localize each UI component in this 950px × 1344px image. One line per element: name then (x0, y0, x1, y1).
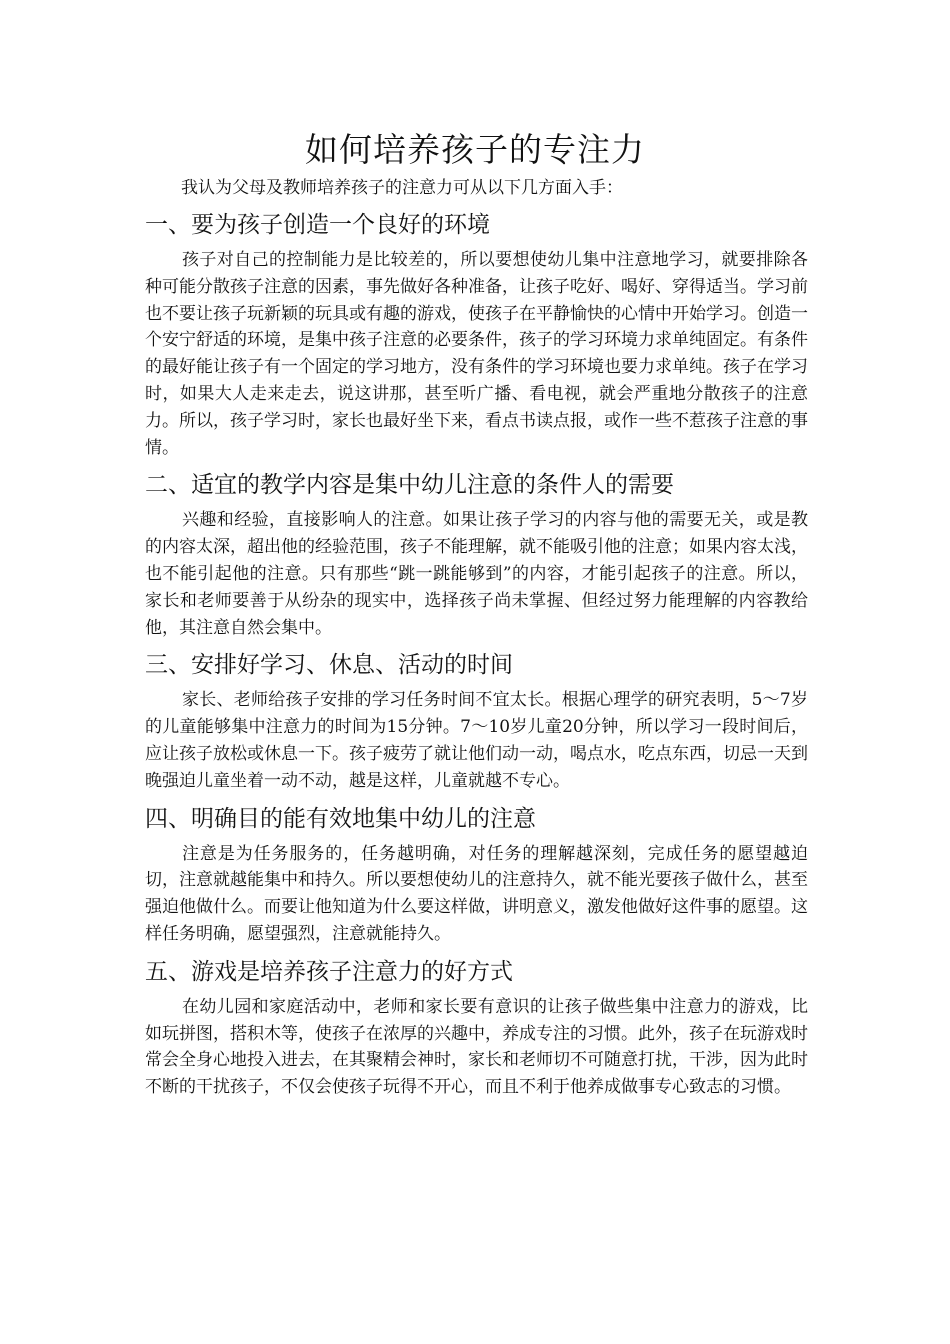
section-heading: 二、适宜的教学内容是集中幼儿注意的条件人的需要 (145, 472, 674, 499)
section-body: 孩子对自己的控制能力是比较差的，所以要想使幼儿集中注意地学习，就要排除各种可能分散孩子注意的因素，事先做好各种准备，让孩子吃好、喝好、穿得适当。学习前也不要让孩子玩新颖的玩具或有趣的游戏，使孩子在平静愉快的心情中开始学习。创造一个安宁舒适的环境，是集中孩子注意的必要条件，孩子的学习环境力求单纯固定。有条件的最好能让孩子有一个固定的学习地方，没有条件的学习环境也要力求单纯。孩子在学习时，如果大人走来走去，说这讲那，甚至听广播、看电视，就会严重地分散孩子的注意力。所以，孩子学习时，家长也最好坐下来，看点书读点报，或作一些不惹孩子注意的事情。 (145, 250, 808, 458)
section-body: 注意是为任务服务的，任务越明确，对任务的理解越深刻，完成任务的愿望越迫切，注意就越能集中和持久。所以要想使幼儿的注意持久，就不能光要孩子做什么，甚至强迫他做什么。而要让他知道为什么要这样做，讲明意义，激发他做好这件事的愿望。这样任务明确，愿望强烈，注意就能持久。 (145, 843, 808, 944)
section-heading: 一、要为孩子创造一个良好的环境 (145, 212, 490, 238)
document-content (145, 175, 808, 1101)
section-clear-goals (145, 799, 808, 948)
intro-paragraph: 我认为父母及教师培养孩子的注意力可从以下几方面入手： (181, 178, 623, 198)
section-games (145, 952, 808, 1101)
section-body: 家长、老师给孩子安排的学习任务时间不宜太长。根据心理学的研究表明，5～7岁的儿童能够集中注意力的时间为15分钟。7～10岁儿童20分钟，所以学习一段时间后，应让孩子放松或休息一下。孩子疲劳了就让他们动一动，喝点水，吃点东西，切忌一天到晚强迫儿童坐着一动不动，越是这样，儿童就越不专心。 (145, 690, 808, 791)
section-environment (145, 205, 808, 461)
section-schedule (145, 645, 808, 794)
section-heading: 五、游戏是培养孩子注意力的好方式 (145, 958, 513, 985)
section-heading: 四、明确目的能有效地集中幼儿的注意 (145, 805, 536, 832)
section-body: 兴趣和经验，直接影响人的注意。如果让孩子学习的内容与他的需要无关，或是教的内容太深，超出他的经验范围，孩子不能理解，就不能吸引他的注意；如果内容太浅，也不能引起他的注意。只有那些“跳一跳能够到”的内容，才能引起孩子的注意。所以，家长和老师要善于从纷杂的现实中，选择孩子尚未掌握、但经过努力能理解的内容教给他，其注意自然会集中。 (145, 510, 808, 638)
page-title: 如何培养孩子的专注力 (305, 130, 645, 169)
section-body: 在幼儿园和家庭活动中，老师和家长要有意识的让孩子做些集中注意力的游戏，比如玩拼图，搭积木等，使孩子在浓厚的兴趣中，养成专注的习惯。此外，孩子在玩游戏时常会全身心地投入进去，在其聚精会神时，家长和老师切不可随意打扰，干涉，因为此时不断的干扰孩子，不仅会使孩子玩得不开心，而且不利于他养成做事专心致志的习惯。 (145, 996, 808, 1098)
section-teaching-content (145, 465, 808, 641)
section-heading: 三、安排好学习、休息、活动的时间 (145, 652, 513, 679)
